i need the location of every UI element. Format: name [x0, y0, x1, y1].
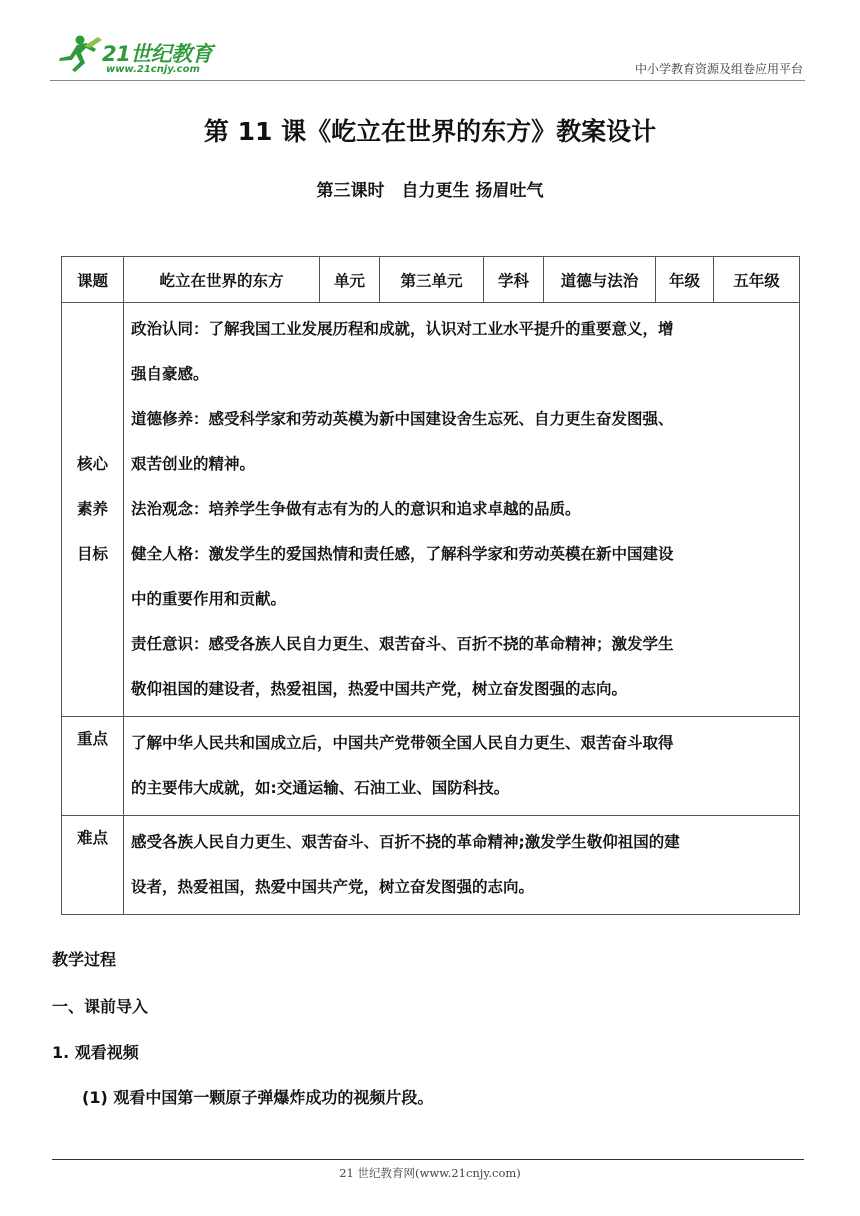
logo-url: www.21cnjy.com — [106, 64, 200, 75]
text-line: 的主要伟大成就，如:交通运输、石油工业、国防科技。 — [131, 779, 510, 797]
row-label-key-points: 重点 — [62, 717, 124, 816]
text-line: 敬仰祖国的建设者，热爱祖国，热爱中国共产党，树立奋发图强的志向。 — [131, 680, 628, 698]
core-goals-content — [124, 303, 800, 717]
key-points-content — [124, 717, 800, 816]
table-row — [62, 303, 800, 717]
footer-divider — [52, 1159, 804, 1160]
header-divider — [50, 80, 805, 81]
row-label-core-goals — [62, 303, 124, 717]
text-line: 责任意识：感受各族人民自力更生、艰苦奋斗、百折不挠的革命精神；激发学生 — [131, 635, 674, 653]
table-cell: 年级 — [656, 257, 714, 303]
text-line: 艰苦创业的精神。 — [131, 455, 256, 473]
text-line: 政治认同：了解我国工业发展历程和成就，认识对工业水平提升的重要意义，增 — [131, 320, 674, 338]
platform-name: 中小学教育资源及组卷应用平台 — [634, 62, 803, 76]
row-label-line: 素养 — [76, 500, 108, 518]
text-line: 中的重要作用和贡献。 — [131, 590, 287, 608]
page-header — [40, 28, 805, 80]
text-line: 强自豪感。 — [131, 365, 209, 383]
logo-text: 21世纪教育 — [102, 42, 213, 66]
lesson-plan-table — [61, 256, 800, 915]
text-line: 法治观念：培养学生争做有志有为的人的意识和追求卓越的品质。 — [131, 500, 581, 518]
sub-item: (1) 观看中国第一颗原子弹爆炸成功的视频片段。 — [82, 1088, 434, 1107]
table-cell: 课题 — [62, 257, 124, 303]
table-row — [62, 816, 800, 915]
text-line: 设者，热爱祖国，热爱中国共产党，树立奋发图强的志向。 — [131, 878, 535, 896]
text-line: 感受各族人民自力更生、艰苦奋斗、百折不挠的革命精神;激发学生敬仰祖国的建 — [131, 833, 680, 851]
table-cell: 屹立在世界的东方 — [124, 257, 320, 303]
table-row — [62, 717, 800, 816]
table-cell: 学科 — [484, 257, 544, 303]
table-header-row — [62, 257, 800, 303]
row-label-line: 核心 — [76, 455, 108, 473]
difficulties-content — [124, 816, 800, 915]
text-line: 了解中华人民共和国成立后，中国共产党带领全国人民自力更生、艰苦奋斗取得 — [131, 734, 674, 752]
section-heading-intro: 一、课前导入 — [52, 997, 149, 1016]
row-label-difficulties: 难点 — [62, 816, 124, 915]
text-line: 道德修养：感受科学家和劳动英模为新中国建设舍生忘死、自力更生奋发图强、 — [131, 410, 674, 428]
table-cell: 五年级 — [714, 257, 800, 303]
table-cell: 道德与法治 — [544, 257, 656, 303]
section-heading-process: 教学过程 — [52, 950, 117, 969]
table-cell: 第三单元 — [380, 257, 484, 303]
runner-icon — [50, 34, 106, 74]
page-footer: 21 世纪教育网(www.21cnjy.com) — [339, 1166, 521, 1180]
page-subtitle: 第三课时 自力更生 扬眉吐气 — [316, 181, 544, 201]
site-logo[interactable] — [50, 34, 220, 78]
row-label-line: 目标 — [76, 545, 108, 563]
page-title: 第 11 课《屹立在世界的东方》教案设计 — [203, 117, 657, 146]
text-line: 健全人格：激发学生的爱国热情和责任感，了解科学家和劳动英模在新中国建设 — [131, 545, 674, 563]
list-item-watch-video: 1. 观看视频 — [52, 1043, 139, 1062]
table-cell: 单元 — [320, 257, 380, 303]
